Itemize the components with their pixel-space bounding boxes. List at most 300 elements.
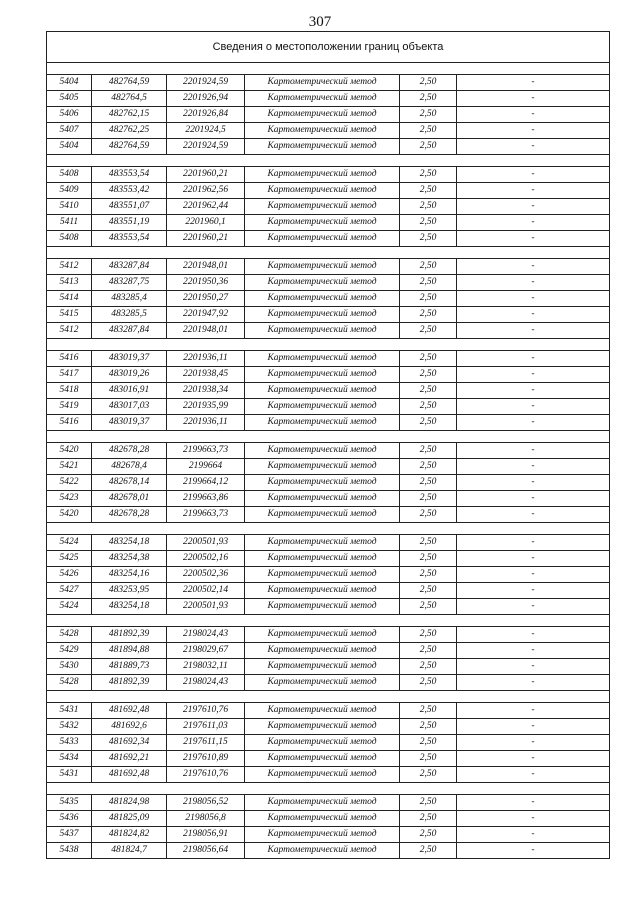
y-coordinate-cell: 2199663,73 <box>167 443 245 458</box>
method-cell: Картометрический метод <box>245 231 400 246</box>
point-number-cell: 5420 <box>47 507 92 522</box>
x-coordinate-cell: 482678,4 <box>92 459 167 474</box>
accuracy-cell: 2,50 <box>400 567 457 582</box>
note-cell: - <box>531 797 535 807</box>
table-row <box>47 735 609 751</box>
point-number-cell: 5405 <box>47 91 92 106</box>
accuracy-cell: 2,50 <box>400 215 457 230</box>
accuracy-cell: 2,50 <box>400 795 457 810</box>
y-coordinate-cell: 2201948,01 <box>167 323 245 338</box>
method-cell: Картометрический метод <box>245 583 400 598</box>
method-cell: Картометрический метод <box>245 367 400 382</box>
table-row <box>47 75 609 91</box>
point-number-cell: 5422 <box>47 475 92 490</box>
note-cell: - <box>531 461 535 471</box>
y-coordinate-cell: 2200501,93 <box>167 535 245 550</box>
note-cell: - <box>531 829 535 839</box>
x-coordinate-cell: 483285,4 <box>92 291 167 306</box>
table-row <box>47 659 609 675</box>
accuracy-cell: 2,50 <box>400 599 457 614</box>
accuracy-cell: 2,50 <box>400 475 457 490</box>
y-coordinate-cell: 2201947,92 <box>167 307 245 322</box>
x-coordinate-cell: 483016,91 <box>92 383 167 398</box>
point-number-cell: 5429 <box>47 643 92 658</box>
table-row <box>47 751 609 767</box>
accuracy-cell: 2,50 <box>400 351 457 366</box>
table-row <box>47 167 609 183</box>
point-number-cell: 5433 <box>47 735 92 750</box>
note-cell: - <box>531 125 535 135</box>
y-coordinate-cell: 2201962,56 <box>167 183 245 198</box>
accuracy-cell: 2,50 <box>400 767 457 782</box>
table-row <box>47 475 609 491</box>
point-number-cell: 5412 <box>47 323 92 338</box>
point-number-cell: 5412 <box>47 259 92 274</box>
method-cell: Картометрический метод <box>245 215 400 230</box>
x-coordinate-cell: 481825,09 <box>92 811 167 826</box>
table-row <box>47 307 609 323</box>
y-coordinate-cell: 2198056,64 <box>167 843 245 858</box>
x-coordinate-cell: 482764,59 <box>92 75 167 90</box>
group-separator-row <box>47 783 609 795</box>
note-cell: - <box>531 385 535 395</box>
y-coordinate-cell: 2200502,16 <box>167 551 245 566</box>
accuracy-cell: 2,50 <box>400 675 457 690</box>
y-coordinate-cell: 2197611,03 <box>167 719 245 734</box>
x-coordinate-cell: 483553,42 <box>92 183 167 198</box>
x-coordinate-cell: 482678,01 <box>92 491 167 506</box>
y-coordinate-cell: 2201960,21 <box>167 231 245 246</box>
table-row <box>47 795 609 811</box>
y-coordinate-cell: 2197611,15 <box>167 735 245 750</box>
point-number-cell: 5421 <box>47 459 92 474</box>
y-coordinate-cell: 2198024,43 <box>167 675 245 690</box>
point-number-cell: 5408 <box>47 231 92 246</box>
method-cell: Картометрический метод <box>245 383 400 398</box>
point-number-cell: 5416 <box>47 351 92 366</box>
method-cell: Картометрический метод <box>245 199 400 214</box>
table-row <box>47 719 609 735</box>
note-cell: - <box>531 369 535 379</box>
note-cell: - <box>531 185 535 195</box>
y-coordinate-cell: 2197610,89 <box>167 751 245 766</box>
method-cell: Картометрический метод <box>245 551 400 566</box>
accuracy-cell: 2,50 <box>400 627 457 642</box>
x-coordinate-cell: 483285,5 <box>92 307 167 322</box>
accuracy-cell: 2,50 <box>400 735 457 750</box>
x-coordinate-cell: 481824,98 <box>92 795 167 810</box>
accuracy-cell: 2,50 <box>400 307 457 322</box>
note-cell: - <box>531 721 535 731</box>
x-coordinate-cell: 482764,59 <box>92 139 167 154</box>
boundary-table <box>46 31 610 859</box>
note-cell: - <box>531 477 535 487</box>
note-cell: - <box>531 569 535 579</box>
point-number-cell: 5424 <box>47 535 92 550</box>
method-cell: Картометрический метод <box>245 751 400 766</box>
method-cell: Картометрический метод <box>245 675 400 690</box>
table-row <box>47 535 609 551</box>
table-row <box>47 459 609 475</box>
point-number-cell: 5404 <box>47 139 92 154</box>
table-row <box>47 199 609 215</box>
accuracy-cell: 2,50 <box>400 291 457 306</box>
accuracy-cell: 2,50 <box>400 275 457 290</box>
accuracy-cell: 2,50 <box>400 751 457 766</box>
y-coordinate-cell: 2201936,11 <box>167 415 245 430</box>
note-cell: - <box>531 493 535 503</box>
accuracy-cell: 2,50 <box>400 415 457 430</box>
table-row <box>47 443 609 459</box>
x-coordinate-cell: 483017,03 <box>92 399 167 414</box>
accuracy-cell: 2,50 <box>400 551 457 566</box>
note-cell: - <box>531 769 535 779</box>
note-cell: - <box>531 217 535 227</box>
point-number-cell: 5420 <box>47 443 92 458</box>
table-row <box>47 139 609 155</box>
note-cell: - <box>531 553 535 563</box>
table-row <box>47 415 609 431</box>
method-cell: Картометрический метод <box>245 535 400 550</box>
x-coordinate-cell: 483553,54 <box>92 167 167 182</box>
accuracy-cell: 2,50 <box>400 659 457 674</box>
group-separator-row <box>47 691 609 703</box>
note-cell: - <box>531 417 535 427</box>
table-row <box>47 767 609 783</box>
table-row <box>47 323 609 339</box>
y-coordinate-cell: 2199663,86 <box>167 491 245 506</box>
method-cell: Картометрический метод <box>245 275 400 290</box>
table-row <box>47 91 609 107</box>
note-cell: - <box>531 293 535 303</box>
table-row <box>47 275 609 291</box>
table-row <box>47 123 609 139</box>
note-cell: - <box>531 813 535 823</box>
y-coordinate-cell: 2201938,34 <box>167 383 245 398</box>
y-coordinate-cell: 2199663,73 <box>167 507 245 522</box>
x-coordinate-cell: 483287,84 <box>92 323 167 338</box>
method-cell: Картометрический метод <box>245 795 400 810</box>
y-coordinate-cell: 2197610,76 <box>167 767 245 782</box>
table-row <box>47 703 609 719</box>
method-cell: Картометрический метод <box>245 659 400 674</box>
accuracy-cell: 2,50 <box>400 323 457 338</box>
y-coordinate-cell: 2200501,93 <box>167 599 245 614</box>
table-title: Сведения о местоположении границ объекта <box>47 32 609 63</box>
x-coordinate-cell: 481692,6 <box>92 719 167 734</box>
x-coordinate-cell: 481824,82 <box>92 827 167 842</box>
point-number-cell: 5438 <box>47 843 92 858</box>
table-row <box>47 367 609 383</box>
y-coordinate-cell: 2201950,27 <box>167 291 245 306</box>
point-number-cell: 5423 <box>47 491 92 506</box>
x-coordinate-cell: 482762,15 <box>92 107 167 122</box>
note-cell: - <box>531 277 535 287</box>
x-coordinate-cell: 481894,88 <box>92 643 167 658</box>
y-coordinate-cell: 2201926,84 <box>167 107 245 122</box>
note-cell: - <box>531 109 535 119</box>
point-number-cell: 5426 <box>47 567 92 582</box>
x-coordinate-cell: 481692,48 <box>92 703 167 718</box>
point-number-cell: 5425 <box>47 551 92 566</box>
x-coordinate-cell: 481692,34 <box>92 735 167 750</box>
method-cell: Картометрический метод <box>245 627 400 642</box>
y-coordinate-cell: 2199664,12 <box>167 475 245 490</box>
accuracy-cell: 2,50 <box>400 703 457 718</box>
y-coordinate-cell: 2201960,1 <box>167 215 245 230</box>
x-coordinate-cell: 483287,75 <box>92 275 167 290</box>
table-body <box>47 75 609 858</box>
group-separator-row <box>47 247 609 259</box>
accuracy-cell: 2,50 <box>400 719 457 734</box>
table-row <box>47 627 609 643</box>
point-number-cell: 5413 <box>47 275 92 290</box>
point-number-cell: 5409 <box>47 183 92 198</box>
point-number-cell: 5414 <box>47 291 92 306</box>
note-cell: - <box>531 601 535 611</box>
table-row <box>47 351 609 367</box>
table-row <box>47 291 609 307</box>
note-cell: - <box>531 629 535 639</box>
table-row <box>47 383 609 399</box>
note-cell: - <box>531 233 535 243</box>
y-coordinate-cell: 2198056,8 <box>167 811 245 826</box>
note-cell: - <box>531 705 535 715</box>
method-cell: Картометрический метод <box>245 167 400 182</box>
y-coordinate-cell: 2201936,11 <box>167 351 245 366</box>
group-separator-row <box>47 523 609 535</box>
note-cell: - <box>531 201 535 211</box>
x-coordinate-cell: 482678,28 <box>92 507 167 522</box>
table-row <box>47 231 609 247</box>
note-cell: - <box>531 309 535 319</box>
accuracy-cell: 2,50 <box>400 459 457 474</box>
y-coordinate-cell: 2201950,36 <box>167 275 245 290</box>
y-coordinate-cell: 2201924,59 <box>167 75 245 90</box>
note-cell: - <box>531 445 535 455</box>
accuracy-cell: 2,50 <box>400 491 457 506</box>
point-number-cell: 5416 <box>47 415 92 430</box>
point-number-cell: 5431 <box>47 767 92 782</box>
y-coordinate-cell: 2199664 <box>167 459 245 474</box>
method-cell: Картометрический метод <box>245 399 400 414</box>
accuracy-cell: 2,50 <box>400 91 457 106</box>
x-coordinate-cell: 481692,21 <box>92 751 167 766</box>
point-number-cell: 5435 <box>47 795 92 810</box>
x-coordinate-cell: 482678,14 <box>92 475 167 490</box>
note-cell: - <box>531 677 535 687</box>
x-coordinate-cell: 482678,28 <box>92 443 167 458</box>
accuracy-cell: 2,50 <box>400 139 457 154</box>
x-coordinate-cell: 483019,37 <box>92 351 167 366</box>
point-number-cell: 5428 <box>47 627 92 642</box>
method-cell: Картометрический метод <box>245 827 400 842</box>
method-cell: Картометрический метод <box>245 91 400 106</box>
y-coordinate-cell: 2198056,91 <box>167 827 245 842</box>
x-coordinate-cell: 483254,18 <box>92 535 167 550</box>
x-coordinate-cell: 483551,19 <box>92 215 167 230</box>
x-coordinate-cell: 483553,54 <box>92 231 167 246</box>
accuracy-cell: 2,50 <box>400 167 457 182</box>
note-cell: - <box>531 169 535 179</box>
point-number-cell: 5428 <box>47 675 92 690</box>
table-row <box>47 643 609 659</box>
method-cell: Картометрический метод <box>245 507 400 522</box>
accuracy-cell: 2,50 <box>400 75 457 90</box>
table-row <box>47 259 609 275</box>
group-separator-row <box>47 431 609 443</box>
note-cell: - <box>531 77 535 87</box>
method-cell: Картометрический метод <box>245 323 400 338</box>
y-coordinate-cell: 2197610,76 <box>167 703 245 718</box>
point-number-cell: 5411 <box>47 215 92 230</box>
table-row <box>47 491 609 507</box>
point-number-cell: 5431 <box>47 703 92 718</box>
table-row <box>47 843 609 858</box>
point-number-cell: 5430 <box>47 659 92 674</box>
point-number-cell: 5427 <box>47 583 92 598</box>
accuracy-cell: 2,50 <box>400 643 457 658</box>
method-cell: Картометрический метод <box>245 491 400 506</box>
page-number: 307 <box>308 14 332 30</box>
group-separator-row <box>47 615 609 627</box>
x-coordinate-cell: 481824,7 <box>92 843 167 858</box>
x-coordinate-cell: 481692,48 <box>92 767 167 782</box>
y-coordinate-cell: 2201924,59 <box>167 139 245 154</box>
y-coordinate-cell: 2200502,36 <box>167 567 245 582</box>
x-coordinate-cell: 482764,5 <box>92 91 167 106</box>
x-coordinate-cell: 481892,39 <box>92 627 167 642</box>
note-cell: - <box>531 645 535 655</box>
note-cell: - <box>531 93 535 103</box>
y-coordinate-cell: 2198029,67 <box>167 643 245 658</box>
table-row <box>47 675 609 691</box>
group-separator-row <box>47 155 609 167</box>
point-number-cell: 5407 <box>47 123 92 138</box>
note-cell: - <box>531 509 535 519</box>
table-row <box>47 599 609 615</box>
point-number-cell: 5410 <box>47 199 92 214</box>
accuracy-cell: 2,50 <box>400 443 457 458</box>
y-coordinate-cell: 2200502,14 <box>167 583 245 598</box>
y-coordinate-cell: 2198056,52 <box>167 795 245 810</box>
method-cell: Картометрический метод <box>245 599 400 614</box>
point-number-cell: 5424 <box>47 599 92 614</box>
y-coordinate-cell: 2201924,5 <box>167 123 245 138</box>
accuracy-cell: 2,50 <box>400 843 457 858</box>
method-cell: Картометрический метод <box>245 291 400 306</box>
point-number-cell: 5437 <box>47 827 92 842</box>
table-row <box>47 567 609 583</box>
method-cell: Картометрический метод <box>245 307 400 322</box>
point-number-cell: 5417 <box>47 367 92 382</box>
method-cell: Картометрический метод <box>245 107 400 122</box>
table-row <box>47 215 609 231</box>
table-row <box>47 507 609 523</box>
x-coordinate-cell: 483253,95 <box>92 583 167 598</box>
method-cell: Картометрический метод <box>245 567 400 582</box>
point-number-cell: 5436 <box>47 811 92 826</box>
note-cell: - <box>531 537 535 547</box>
accuracy-cell: 2,50 <box>400 367 457 382</box>
point-number-cell: 5418 <box>47 383 92 398</box>
method-cell: Картометрический метод <box>245 139 400 154</box>
x-coordinate-cell: 483019,37 <box>92 415 167 430</box>
point-number-cell: 5415 <box>47 307 92 322</box>
x-coordinate-cell: 481892,39 <box>92 675 167 690</box>
x-coordinate-cell: 483287,84 <box>92 259 167 274</box>
method-cell: Картометрический метод <box>245 443 400 458</box>
point-number-cell: 5419 <box>47 399 92 414</box>
point-number-cell: 5406 <box>47 107 92 122</box>
accuracy-cell: 2,50 <box>400 535 457 550</box>
note-cell: - <box>531 845 535 855</box>
y-coordinate-cell: 2201935,99 <box>167 399 245 414</box>
point-number-cell: 5404 <box>47 75 92 90</box>
y-coordinate-cell: 2198024,43 <box>167 627 245 642</box>
x-coordinate-cell: 483254,38 <box>92 551 167 566</box>
x-coordinate-cell: 483019,26 <box>92 367 167 382</box>
table-row <box>47 399 609 415</box>
method-cell: Картометрический метод <box>245 459 400 474</box>
note-cell: - <box>531 325 535 335</box>
table-row <box>47 827 609 843</box>
accuracy-cell: 2,50 <box>400 827 457 842</box>
method-cell: Картометрический метод <box>245 75 400 90</box>
table-row <box>47 583 609 599</box>
accuracy-cell: 2,50 <box>400 231 457 246</box>
table-row <box>47 107 609 123</box>
note-cell: - <box>531 585 535 595</box>
y-coordinate-cell: 2201948,01 <box>167 259 245 274</box>
accuracy-cell: 2,50 <box>400 107 457 122</box>
method-cell: Картометрический метод <box>245 475 400 490</box>
note-cell: - <box>531 753 535 763</box>
note-cell: - <box>531 261 535 271</box>
accuracy-cell: 2,50 <box>400 199 457 214</box>
header-spacer-row <box>47 63 609 75</box>
accuracy-cell: 2,50 <box>400 123 457 138</box>
table-row <box>47 811 609 827</box>
method-cell: Картометрический метод <box>245 703 400 718</box>
x-coordinate-cell: 483254,18 <box>92 599 167 614</box>
point-number-cell: 5434 <box>47 751 92 766</box>
accuracy-cell: 2,50 <box>400 383 457 398</box>
x-coordinate-cell: 482762,25 <box>92 123 167 138</box>
method-cell: Картометрический метод <box>245 351 400 366</box>
method-cell: Картометрический метод <box>245 415 400 430</box>
method-cell: Картометрический метод <box>245 735 400 750</box>
method-cell: Картометрический метод <box>245 643 400 658</box>
point-number-cell: 5408 <box>47 167 92 182</box>
y-coordinate-cell: 2201960,21 <box>167 167 245 182</box>
accuracy-cell: 2,50 <box>400 811 457 826</box>
method-cell: Картометрический метод <box>245 811 400 826</box>
method-cell: Картометрический метод <box>245 843 400 858</box>
point-number-cell: 5432 <box>47 719 92 734</box>
note-cell: - <box>531 401 535 411</box>
accuracy-cell: 2,50 <box>400 399 457 414</box>
x-coordinate-cell: 481889,73 <box>92 659 167 674</box>
group-separator-row <box>47 339 609 351</box>
accuracy-cell: 2,50 <box>400 259 457 274</box>
table-row <box>47 551 609 567</box>
note-cell: - <box>531 353 535 363</box>
method-cell: Картометрический метод <box>245 259 400 274</box>
y-coordinate-cell: 2201962,44 <box>167 199 245 214</box>
x-coordinate-cell: 483551,07 <box>92 199 167 214</box>
accuracy-cell: 2,50 <box>400 183 457 198</box>
